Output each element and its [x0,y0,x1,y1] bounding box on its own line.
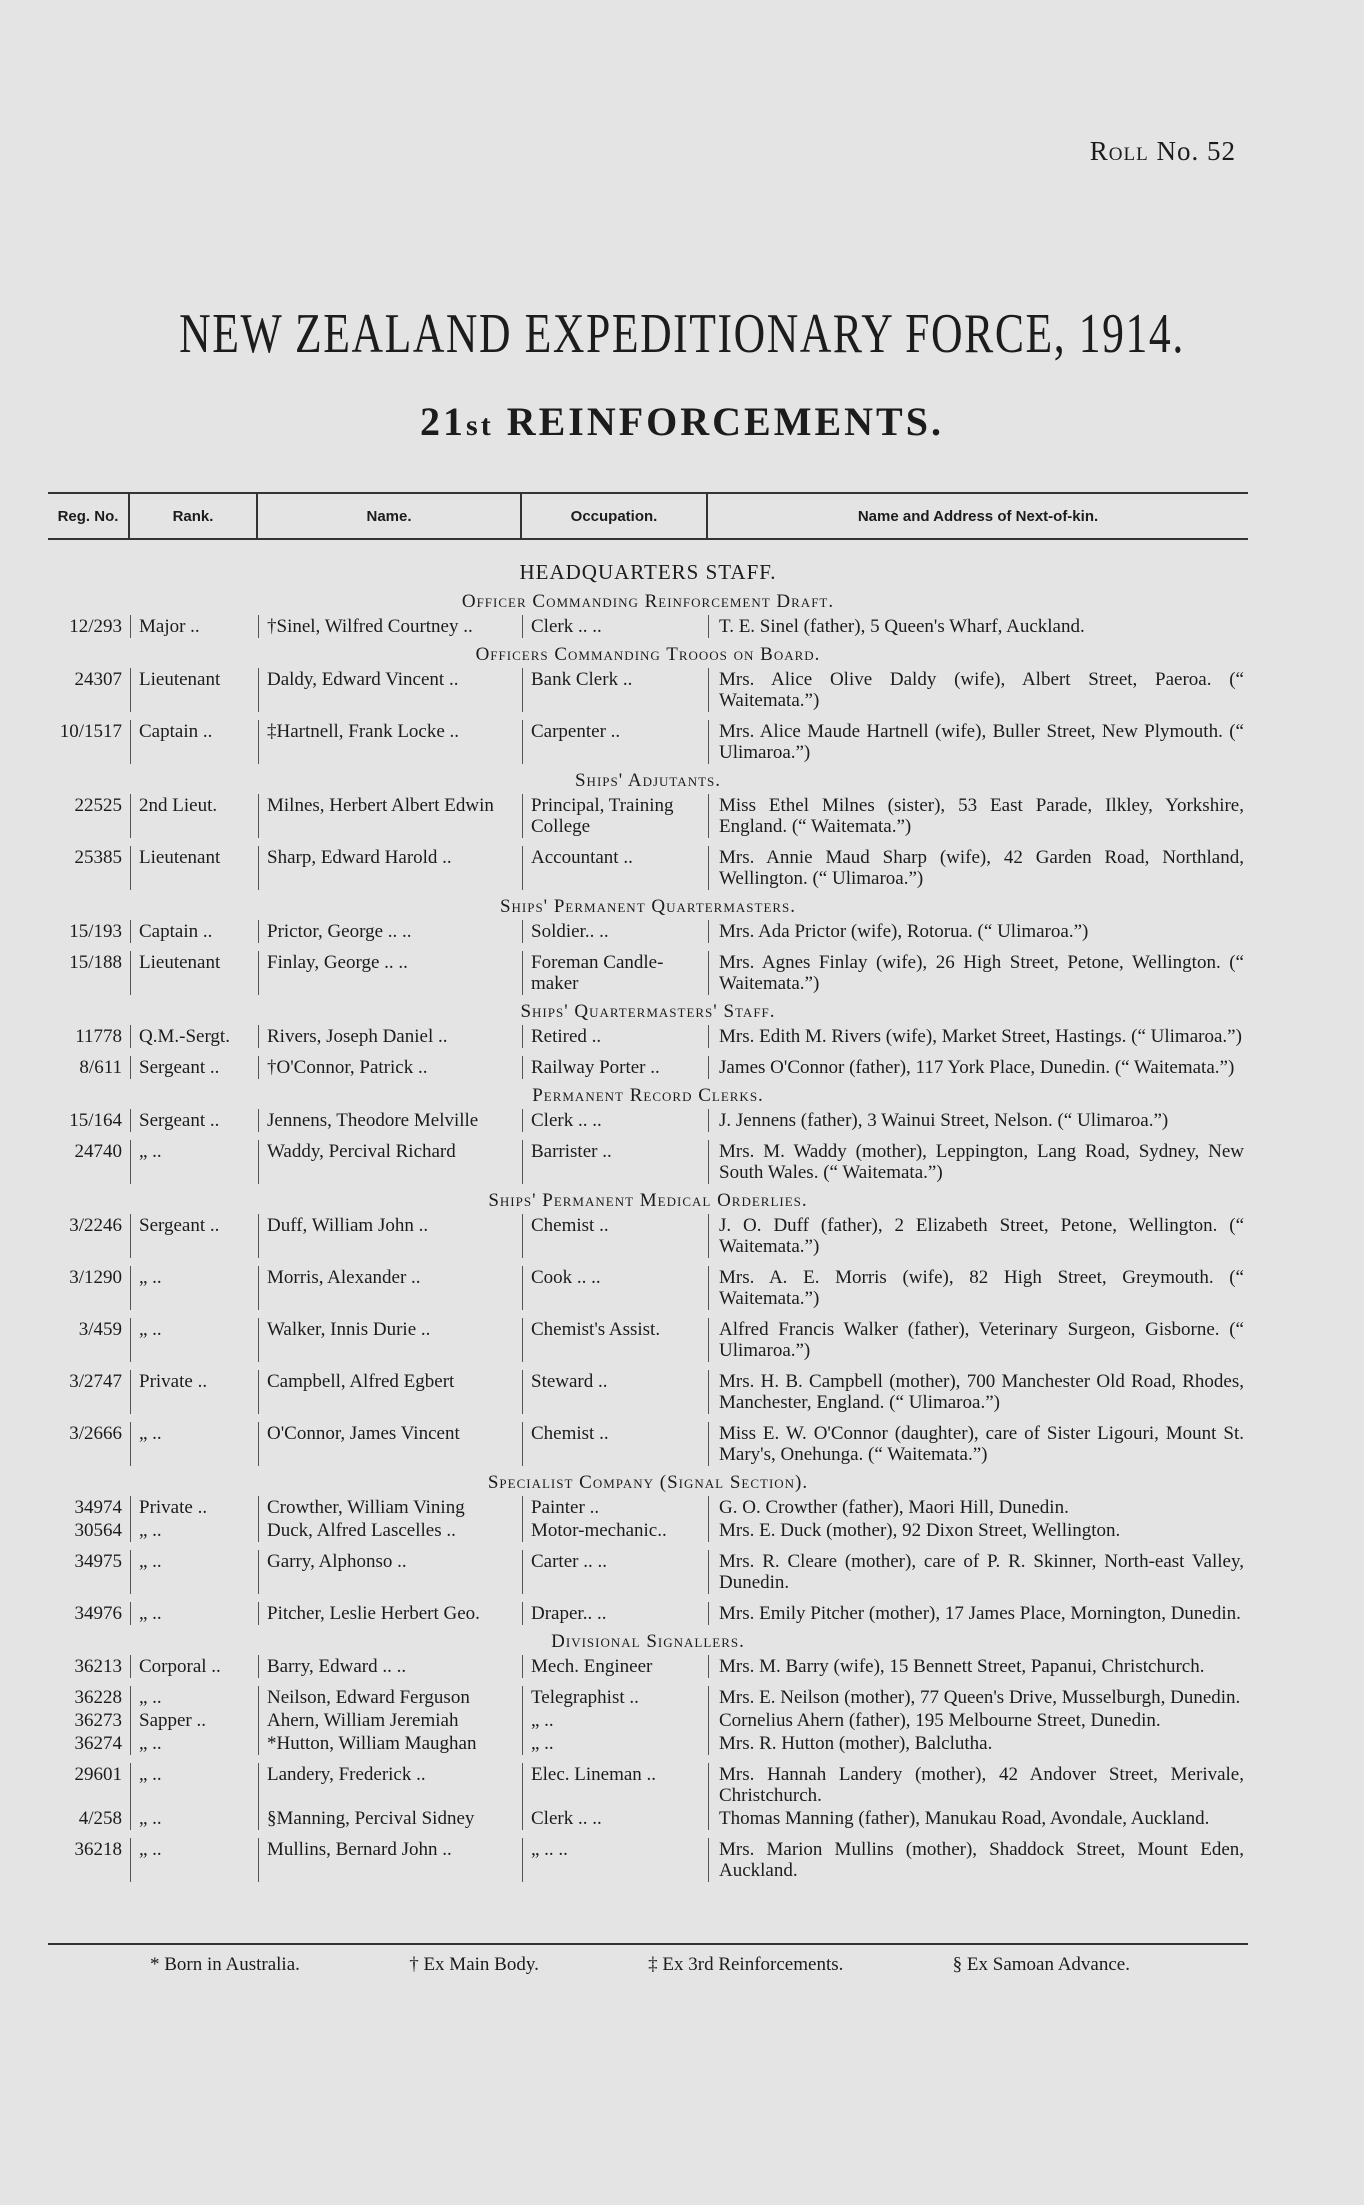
rank-cell: „ .. [130,1140,258,1184]
occupation-cell: Soldier.. .. [522,920,708,943]
rank-cell: Sergeant .. [130,1214,258,1258]
kin-cell: Mrs. R. Hutton (mother), Balclutha. [708,1732,1248,1755]
kin-cell: G. O. Crowther (father), Maori Hill, Dunedin. [708,1496,1248,1519]
kin-cell: Alfred Francis Walker (father), Veterinary Surgeon, Gisborne. (“ Ulimaroa.”) [708,1318,1248,1362]
reg-cell: 29601 [74,1764,122,1785]
name-cell: Jennens, Theodore Melville [258,1109,522,1132]
rank-cell: Q.M.-Sergt. [130,1025,258,1048]
kin-cell: Mrs. Marion Mullins (mother), Shaddock Street, Mount Eden, Auckland. [708,1838,1248,1882]
occupation-cell: „ .. [522,1709,708,1732]
kin-cell: J. Jennens (father), 3 Wainui Street, Nelson. (“ Ulimaroa.”) [708,1109,1248,1132]
section-title: Divisional Signallers. [551,1631,745,1652]
column-header-reg: Reg. No. [48,494,130,538]
rank-cell: Major .. [130,615,258,638]
rank-cell: Private .. [130,1496,258,1519]
occupation-cell: Clerk .. .. [522,1109,708,1132]
rank-cell: „ .. [130,1763,258,1807]
name-cell: Walker, Innis Durie .. [258,1318,522,1362]
rank-cell: Corporal .. [130,1655,258,1678]
occupation-cell: Chemist .. [522,1422,708,1466]
kin-cell: Thomas Manning (father), Manukau Road, Avondale, Auckland. [708,1807,1248,1830]
page-title: NEW ZEALAND EXPEDITIONARY FORCE, 1914. [179,303,1185,365]
occupation-cell: Motor-mechanic.. [522,1519,708,1542]
kin-cell: Mrs. R. Cleare (mother), care of P. R. Skinner, North-east Valley, Dunedin. [708,1550,1248,1594]
kin-cell: Mrs. E. Neilson (mother), 77 Queen's Drive, Musselburgh, Dunedin. [708,1686,1248,1709]
reg-cell: 3/459 [78,1319,122,1340]
occupation-cell: Bank Clerk .. [522,668,708,712]
kin-cell: Cornelius Ahern (father), 195 Melbourne Street, Dunedin. [708,1709,1248,1732]
table-row [48,1709,1248,1732]
footnotes [150,1954,1130,1976]
table-row [48,1266,1248,1310]
table-row [48,615,1248,638]
occupation-cell: Retired .. [522,1025,708,1048]
rank-cell: Sergeant .. [130,1109,258,1132]
column-header-name: Name. [258,494,522,538]
reg-cell: 10/1517 [59,721,122,742]
reg-cell: 4/258 [78,1808,122,1829]
kin-cell: Mrs. Alice Maude Hartnell (wife), Buller Street, New Plymouth. (“ Ulimaroa.”) [708,720,1248,764]
table-row [48,1214,1248,1258]
name-cell: *Hutton, William Maughan [258,1732,522,1755]
reg-cell: 24740 [74,1141,122,1162]
section-title: Ships' Permanent Quartermasters. [499,896,797,917]
kin-cell: T. E. Sinel (father), 5 Queen's Wharf, Auckland. [708,615,1248,638]
occupation-cell: Carter .. .. [522,1550,708,1594]
occupation-cell: Railway Porter .. [522,1056,708,1079]
reg-cell: 36274 [74,1733,122,1754]
reg-cell: 36218 [74,1839,122,1860]
rank-cell: Lieutenant [130,951,258,995]
kin-cell: Mrs. M. Waddy (mother), Leppington, Lang Road, Sydney, New South Wales. (“ Waitemata.”) [708,1140,1248,1184]
occupation-cell: Cook .. .. [522,1266,708,1310]
table-row [48,1318,1248,1362]
reg-cell: 11778 [75,1026,122,1047]
name-cell: Barry, Edward .. .. [258,1655,522,1678]
rank-cell: Sapper .. [130,1709,258,1732]
occupation-cell: Carpenter .. [522,720,708,764]
name-cell: Duff, William John .. [258,1214,522,1258]
rank-cell: Private .. [130,1370,258,1414]
reg-cell: 22525 [74,795,122,816]
kin-cell: James O'Connor (father), 117 York Place, Dunedin. (“ Waitemata.”) [708,1056,1248,1079]
rank-cell: „ .. [130,1422,258,1466]
table-row [48,1838,1248,1882]
kin-cell: Mrs. A. E. Morris (wife), 82 High Street, Greymouth. (“ Waitemata.”) [708,1266,1248,1310]
occupation-cell: Draper.. .. [522,1602,708,1625]
footnote: ‡ Ex 3rd Reinforcements. [648,1954,844,1975]
reg-cell: 3/2747 [69,1371,122,1392]
table-row [48,846,1248,890]
rank-cell: Lieutenant [130,846,258,890]
reg-cell: 15/193 [69,921,122,942]
roll-number: Roll No. 52 [1089,136,1236,166]
column-header-occupation: Occupation. [522,494,708,538]
name-cell: Morris, Alexander .. [258,1266,522,1310]
reg-cell: 8/611 [79,1057,122,1078]
rank-cell: Captain .. [130,920,258,943]
name-cell: Rivers, Joseph Daniel .. [258,1025,522,1048]
occupation-cell: Steward .. [522,1370,708,1414]
reg-cell: 34975 [74,1551,122,1572]
footer-rule [48,1943,1248,1945]
occupation-cell: Foreman Candle-maker [522,951,708,995]
kin-cell: Mrs. Ada Prictor (wife), Rotorua. (“ Ulimaroa.”) [708,920,1248,943]
name-cell: Finlay, George .. .. [258,951,522,995]
reg-cell: 34976 [74,1603,122,1624]
name-cell: Prictor, George .. .. [258,920,522,943]
name-cell: Daldy, Edward Vincent .. [258,668,522,712]
table-header [48,492,1248,540]
table-row [48,794,1248,838]
rank-cell: „ .. [130,1519,258,1542]
table-row [48,1109,1248,1132]
rank-cell: „ .. [130,1602,258,1625]
reg-cell: 30564 [74,1520,122,1541]
section-title: Ships' Permanent Medical Orderlies. [488,1190,808,1211]
kin-cell: Mrs. E. Duck (mother), 92 Dixon Street, Wellington. [708,1519,1248,1542]
kin-cell: Mrs. Alice Olive Daldy (wife), Albert Street, Paeroa. (“ Waitemata.”) [708,668,1248,712]
occupation-cell: „ .. .. [522,1838,708,1882]
table-row [48,1602,1248,1625]
name-cell: Landery, Frederick .. [258,1763,522,1807]
rank-cell: Sergeant .. [130,1056,258,1079]
section-title: Ships' Adjutants. [574,770,722,791]
kin-cell: Mrs. Agnes Finlay (wife), 26 High Street, Petone, Wellington. (“ Waitemata.”) [708,951,1248,995]
table-row [48,1550,1248,1594]
section-title: Officers Commanding Trooos on Board. [475,644,821,665]
table-row [48,1140,1248,1184]
table-row [48,920,1248,943]
reg-cell: 3/2246 [69,1215,122,1236]
reg-cell: 25385 [74,847,122,868]
reg-cell: 15/164 [69,1110,122,1131]
name-cell: O'Connor, James Vincent [258,1422,522,1466]
rank-cell: „ .. [130,1318,258,1362]
name-cell: ‡Hartnell, Frank Locke .. [258,720,522,764]
rank-cell: Lieutenant [130,668,258,712]
table-row [48,1732,1248,1755]
kin-cell: Miss Ethel Milnes (sister), 53 East Parade, Ilkley, Yorkshire, England. (“ Waitemata.”) [708,794,1248,838]
reg-cell: 3/2666 [69,1423,122,1444]
name-cell: †Sinel, Wilfred Courtney .. [258,615,522,638]
occupation-cell: Chemist's Assist. [522,1318,708,1362]
section-heading: HEADQUARTERS STAFF. [519,560,777,584]
table-row [48,951,1248,995]
reg-cell: 15/188 [69,952,122,973]
reg-cell: 36228 [74,1687,122,1708]
kin-cell: Mrs. Annie Maud Sharp (wife), 42 Garden Road, Northland, Wellington. (“ Ulimaroa.”) [708,846,1248,890]
table-row [48,1686,1248,1709]
rank-cell: 2nd Lieut. [130,794,258,838]
name-cell: Sharp, Edward Harold .. [258,846,522,890]
name-cell: Crowther, William Vining [258,1496,522,1519]
reg-cell: 36213 [74,1656,122,1677]
rank-cell: „ .. [130,1732,258,1755]
reg-cell: 3/1290 [69,1267,122,1288]
section-title: Ships' Quartermasters' Staff. [520,1001,776,1022]
occupation-cell: Telegraphist .. [522,1686,708,1709]
table-row [48,1056,1248,1079]
table-row [48,1422,1248,1466]
occupation-cell: Clerk .. .. [522,615,708,638]
footnote: † Ex Main Body. [409,1954,539,1975]
table-row [48,1763,1248,1807]
roll-table [48,492,1248,1882]
occupation-cell: Mech. Engineer [522,1655,708,1678]
footnote: § Ex Samoan Advance. [952,1954,1130,1975]
name-cell: Neilson, Edward Ferguson [258,1686,522,1709]
table-row [48,1370,1248,1414]
name-cell: Garry, Alphonso .. [258,1550,522,1594]
reg-cell: 24307 [74,669,122,690]
table-row [48,1655,1248,1678]
section-title: Permanent Record Clerks. [532,1085,764,1106]
table-row [48,1519,1248,1542]
name-cell: Pitcher, Leslie Herbert Geo. [258,1602,522,1625]
name-cell: Waddy, Percival Richard [258,1140,522,1184]
column-header-rank: Rank. [130,494,258,538]
rank-cell: „ .. [130,1686,258,1709]
kin-cell: Mrs. Edith M. Rivers (wife), Market Street, Hastings. (“ Ulimaroa.”) [708,1025,1248,1048]
occupation-cell: „ .. [522,1732,708,1755]
occupation-cell: Elec. Lineman .. [522,1763,708,1807]
rank-cell: „ .. [130,1550,258,1594]
kin-cell: Miss E. W. O'Connor (daughter), care of Sister Ligouri, Mount St. Mary's, Onehunga. (“ Waitemata.”) [708,1422,1248,1466]
kin-cell: Mrs. H. B. Campbell (mother), 700 Manchester Old Road, Rhodes, Manchester, England. (“ Ulimaroa.”) [708,1370,1248,1414]
rank-cell: Captain .. [130,720,258,764]
section-title: Specialist Company (Signal Section). [487,1472,809,1493]
table-row [48,1807,1248,1830]
occupation-cell: Clerk .. .. [522,1807,708,1830]
reg-cell: 34974 [74,1497,122,1518]
rank-cell: „ .. [130,1266,258,1310]
footnote: * Born in Australia. [150,1954,300,1975]
column-header-kin: Name and Address of Next-of-kin. [857,507,1099,525]
occupation-cell: Principal, Training College [522,794,708,838]
name-cell: Mullins, Bernard John .. [258,1838,522,1882]
page-subtitle: 21st REINFORCEMENTS. [420,399,944,444]
name-cell: Ahern, William Jeremiah [258,1709,522,1732]
table-body [48,540,1248,1882]
name-cell: Duck, Alfred Lascelles .. [258,1519,522,1542]
kin-cell: Mrs. Hannah Landery (mother), 42 Andover Street, Merivale, Christchurch. [708,1763,1248,1807]
occupation-cell: Painter .. [522,1496,708,1519]
reg-cell: 12/293 [69,616,122,637]
table-row [48,720,1248,764]
occupation-cell: Barrister .. [522,1140,708,1184]
name-cell: §Manning, Percival Sidney [258,1807,522,1830]
kin-cell: Mrs. Emily Pitcher (mother), 17 James Place, Mornington, Dunedin. [708,1602,1248,1625]
kin-cell: J. O. Duff (father), 2 Elizabeth Street, Petone, Wellington. (“ Waitemata.”) [708,1214,1248,1258]
rank-cell: „ .. [130,1807,258,1830]
table-row [48,668,1248,712]
section-title: Officer Commanding Reinforcement Draft. [461,591,835,612]
rank-cell: „ .. [130,1838,258,1882]
kin-cell: Mrs. M. Barry (wife), 15 Bennett Street, Papanui, Christchurch. [708,1655,1248,1678]
reg-cell: 36273 [74,1710,122,1731]
name-cell: Campbell, Alfred Egbert [258,1370,522,1414]
table-row [48,1496,1248,1519]
table-row [48,1025,1248,1048]
occupation-cell: Accountant .. [522,846,708,890]
name-cell: †O'Connor, Patrick .. [258,1056,522,1079]
name-cell: Milnes, Herbert Albert Edwin [258,794,522,838]
occupation-cell: Chemist .. [522,1214,708,1258]
